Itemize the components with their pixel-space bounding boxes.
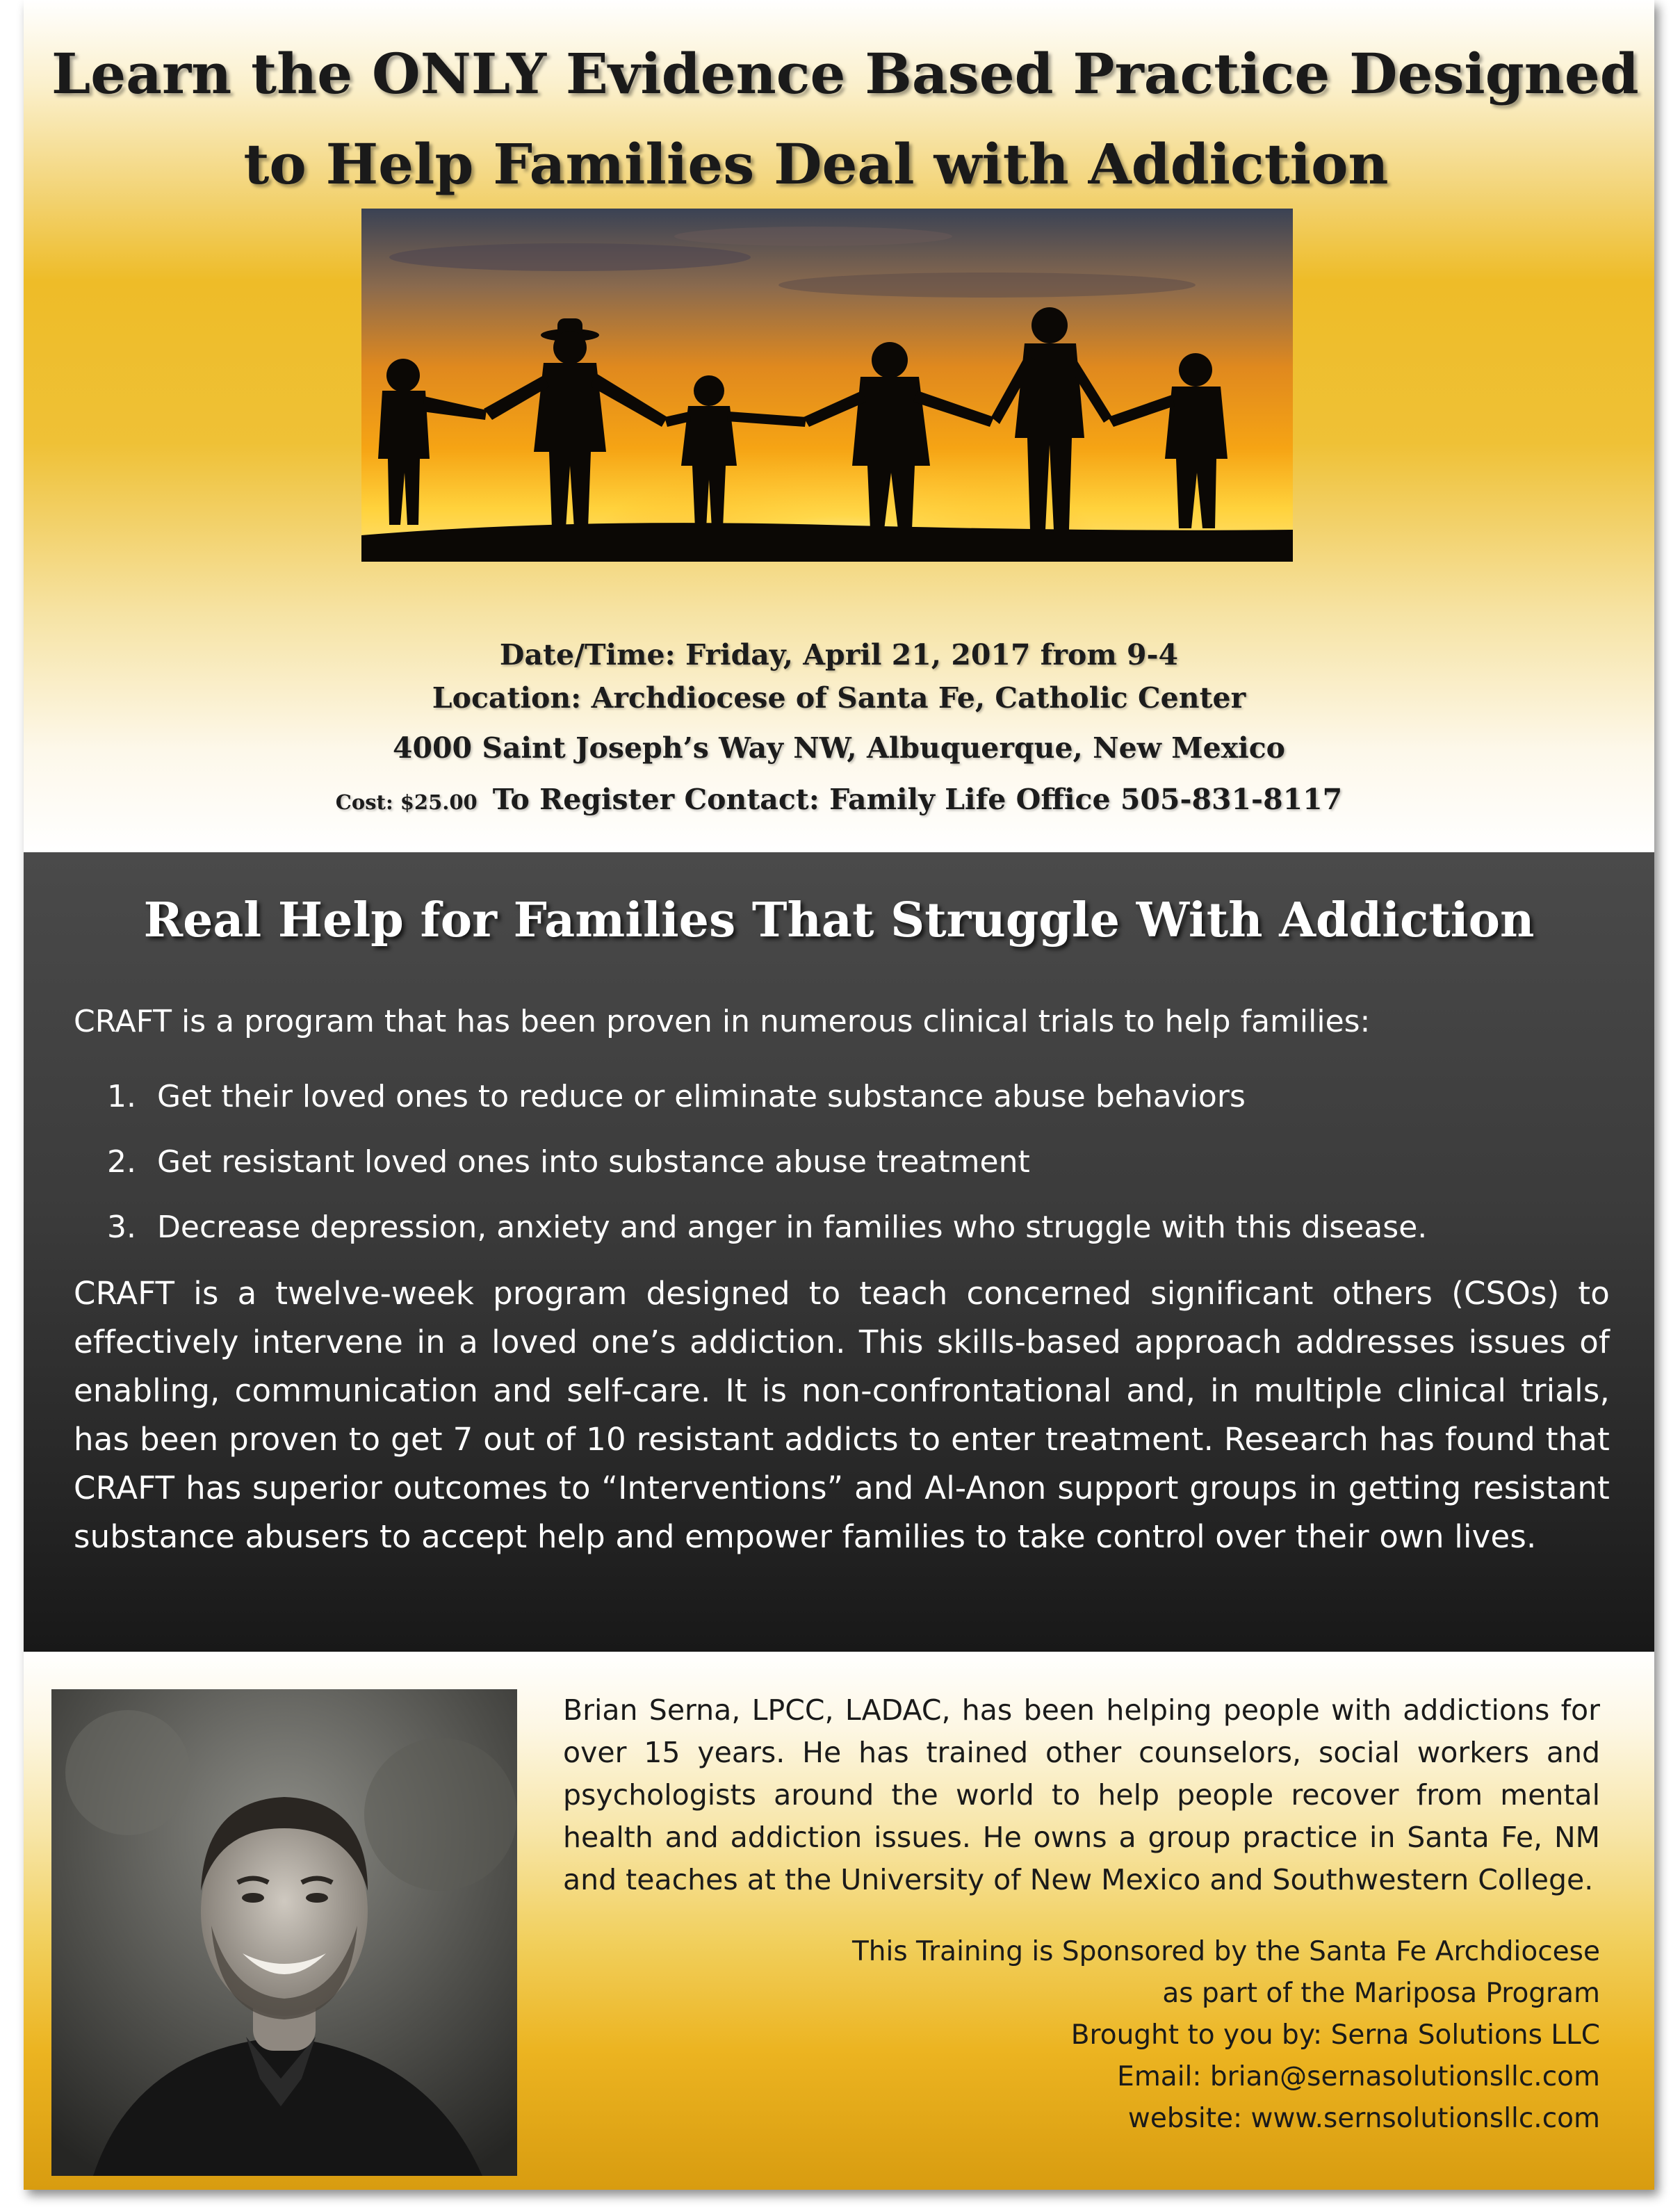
- event-cost-register: [24, 783, 1654, 816]
- event-location: Location: Archdiocese of Santa Fe, Catholic Center: [432, 681, 1246, 715]
- sponsor-program: as part of the Mariposa Program: [1162, 1978, 1600, 2009]
- program-intro: CRAFT is a program that has been proven in numerous clinical trials to help families:: [74, 1004, 1371, 1039]
- headline-line-2: to Help Families Deal with Addiction: [243, 131, 1389, 197]
- list-item-number: 1.: [107, 1079, 136, 1114]
- brought-by: Brought to you by: Serna Solutions LLC: [1070, 2019, 1600, 2051]
- list-item-text: Decrease depression, anxiety and anger in families who struggle with this disease.: [157, 1210, 1428, 1245]
- event-address: 4000 Saint Joseph’s Way NW, Albuquerque, New Mexico: [392, 731, 1286, 765]
- event-register-contact: To Register Contact: Family Life Office 505-831-8117: [492, 783, 1343, 816]
- header-section: [24, 0, 1654, 852]
- program-description: CRAFT is a twelve-week program designed to teach concerned significant others (CSOs) to effectively intervene in a loved one’s addiction. This skills-based approach addresses issues of enabling, communication and self-care. It is non-confrontational and, in multiple clinical trials, has been proven to get 7 out of 10 resistant addicts to enter treatment. Research has found that CRAFT has superior outcomes to “Interventions” and Al-Anon support groups in getting resistant substance abusers to accept help and empower families to take control over their own lives.: [74, 1275, 1610, 1555]
- presenter-photo: [51, 1689, 517, 2176]
- contact-email[interactable]: Email: brian@sernasolutionsllc.com: [1117, 2061, 1600, 2092]
- presenter-section: [24, 1652, 1654, 2190]
- sunset-family-photo: [361, 209, 1293, 562]
- list-item-number: 3.: [107, 1210, 136, 1245]
- event-cost: Cost: $25.00: [335, 790, 478, 814]
- list-item: [107, 1076, 1427, 1141]
- program-section: [24, 852, 1654, 1652]
- program-title: Real Help for Families That Struggle With Addiction: [143, 893, 1535, 948]
- list-item: [107, 1141, 1427, 1207]
- list-item-number: 2.: [107, 1144, 136, 1180]
- event-date-time: Date/Time: Friday, April 21, 2017 from 9-4: [499, 638, 1179, 672]
- list-item: [107, 1207, 1427, 1272]
- list-item-text: Get their loved ones to reduce or eliminate substance abuse behaviors: [157, 1079, 1246, 1114]
- headline-line-1: Learn the ONLY Evidence Based Practice Designed: [51, 41, 1639, 106]
- sponsor-line: This Training is Sponsored by the Santa Fe Archdiocese: [851, 1936, 1600, 1967]
- presenter-bio: Brian Serna, LPCC, LADAC, has been helping people with addictions for over 15 years. He has trained other counselors, social workers and psychologists around the world to help people recover from mental health and addiction issues. He owns a group practice in Santa Fe, NM and teaches at the University of New Mexico and Southwestern College.: [563, 1693, 1600, 1896]
- list-item-text: Get resistant loved ones into substance abuse treatment: [157, 1144, 1030, 1180]
- contact-website[interactable]: website: www.sernsolutionsllc.com: [1127, 2103, 1600, 2134]
- benefits-list: [107, 1076, 1427, 1272]
